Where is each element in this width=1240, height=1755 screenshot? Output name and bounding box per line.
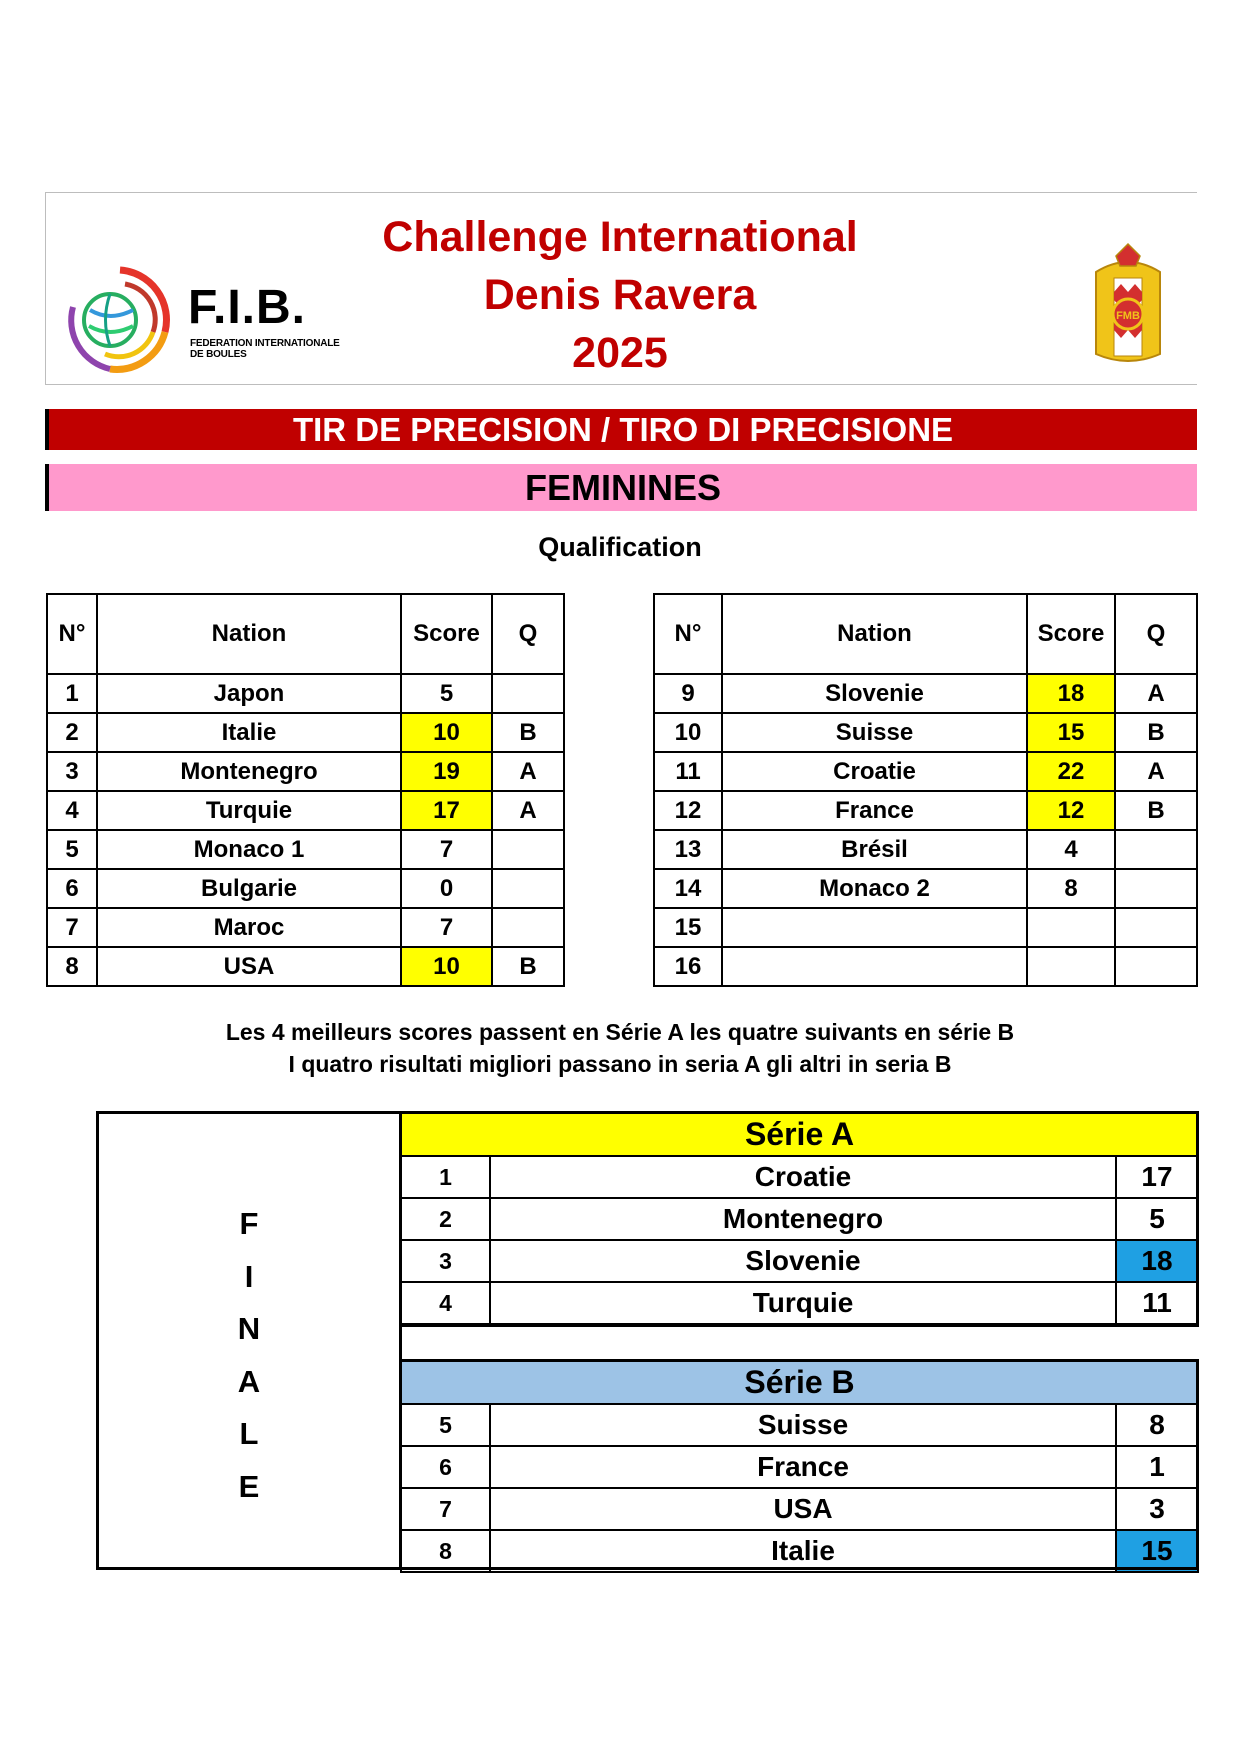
- qualification-table-right: [653, 593, 1198, 987]
- table-row: 3 Slovenie 18: [401, 1240, 1198, 1282]
- column-header-num: N°: [654, 594, 722, 674]
- fib-logo-icon: [65, 262, 175, 377]
- table-row: 4 Turquie 17 A: [47, 791, 564, 830]
- qualification-title: Qualification: [538, 532, 702, 562]
- table-row: 11 Croatie 22 A: [654, 752, 1197, 791]
- table-row: 4 Turquie 11: [401, 1282, 1198, 1324]
- table-row: 1 Japon 5: [47, 674, 564, 713]
- discipline-band: TIR DE PRECISION / TIRO DI PRECISIONE: [45, 409, 1197, 450]
- column-header-nation: Nation: [97, 594, 401, 674]
- table-row: 8 Italie 15: [401, 1530, 1198, 1572]
- table-row: 6 Bulgarie 0: [47, 869, 564, 908]
- table-row: 2 Italie 10 B: [47, 713, 564, 752]
- column-header-nation: Nation: [722, 594, 1027, 674]
- fib-logo-subtitle: FEDERATION INTERNATIONALE DE BOULES: [190, 338, 340, 360]
- table-header-row: [47, 594, 564, 674]
- fib-logo-text: F.I.B.: [188, 281, 307, 334]
- table-row: 9 Slovenie 18 A: [654, 674, 1197, 713]
- table-row: 7 USA 3: [401, 1488, 1198, 1530]
- column-header-q: Q: [1115, 594, 1197, 674]
- event-title: [300, 208, 940, 382]
- finale-serie-b-table: [400, 1359, 1199, 1573]
- table-row: 1 Croatie 17: [401, 1156, 1198, 1198]
- table-row: 5 Monaco 1 7: [47, 830, 564, 869]
- finale-serie-a-table: [400, 1111, 1199, 1325]
- serie-a-header: Série A: [401, 1112, 1198, 1156]
- qualification-note: [140, 1016, 1100, 1080]
- event-title-line-1: Challenge International: [382, 213, 858, 261]
- table-row: 7 Maroc 7: [47, 908, 564, 947]
- table-row: 8 USA 10 B: [47, 947, 564, 986]
- event-title-line-2: Denis Ravera: [483, 271, 757, 319]
- table-row: 16: [654, 947, 1197, 986]
- table-row: 10 Suisse 15 B: [654, 713, 1197, 752]
- column-header-score: Score: [401, 594, 492, 674]
- event-title-line-3: 2025: [572, 329, 668, 377]
- table-row: 15: [654, 908, 1197, 947]
- table-row: 5 Suisse 8: [401, 1404, 1198, 1446]
- finale-label: F I N A L E: [237, 1206, 261, 1504]
- table-row: 6 France 1: [401, 1446, 1198, 1488]
- column-header-q: Q: [492, 594, 564, 674]
- serie-b-header: Série B: [401, 1360, 1198, 1404]
- qualification-table-left: [46, 593, 565, 987]
- column-header-score: Score: [1027, 594, 1115, 674]
- table-row: 14 Monaco 2 8: [654, 869, 1197, 908]
- fmb-crest-icon: [1090, 242, 1166, 372]
- table-row: 2 Montenegro 5: [401, 1198, 1198, 1240]
- finale-label-box: [96, 1111, 402, 1570]
- table-header-row: [654, 594, 1197, 674]
- note-line-french: Les 4 meilleurs scores passent en Série A les quatre suivants en série B: [225, 1019, 1015, 1045]
- table-row: 12 France 12 B: [654, 791, 1197, 830]
- note-line-italian: I quatro risultati migliori passano in seria A gli altri in seria B: [288, 1051, 952, 1077]
- table-row: 3 Montenegro 19 A: [47, 752, 564, 791]
- column-header-num: N°: [47, 594, 97, 674]
- table-row: 13 Brésil 4: [654, 830, 1197, 869]
- svg-text:FMB: FMB: [1116, 310, 1140, 322]
- category-band: FEMININES: [45, 464, 1197, 511]
